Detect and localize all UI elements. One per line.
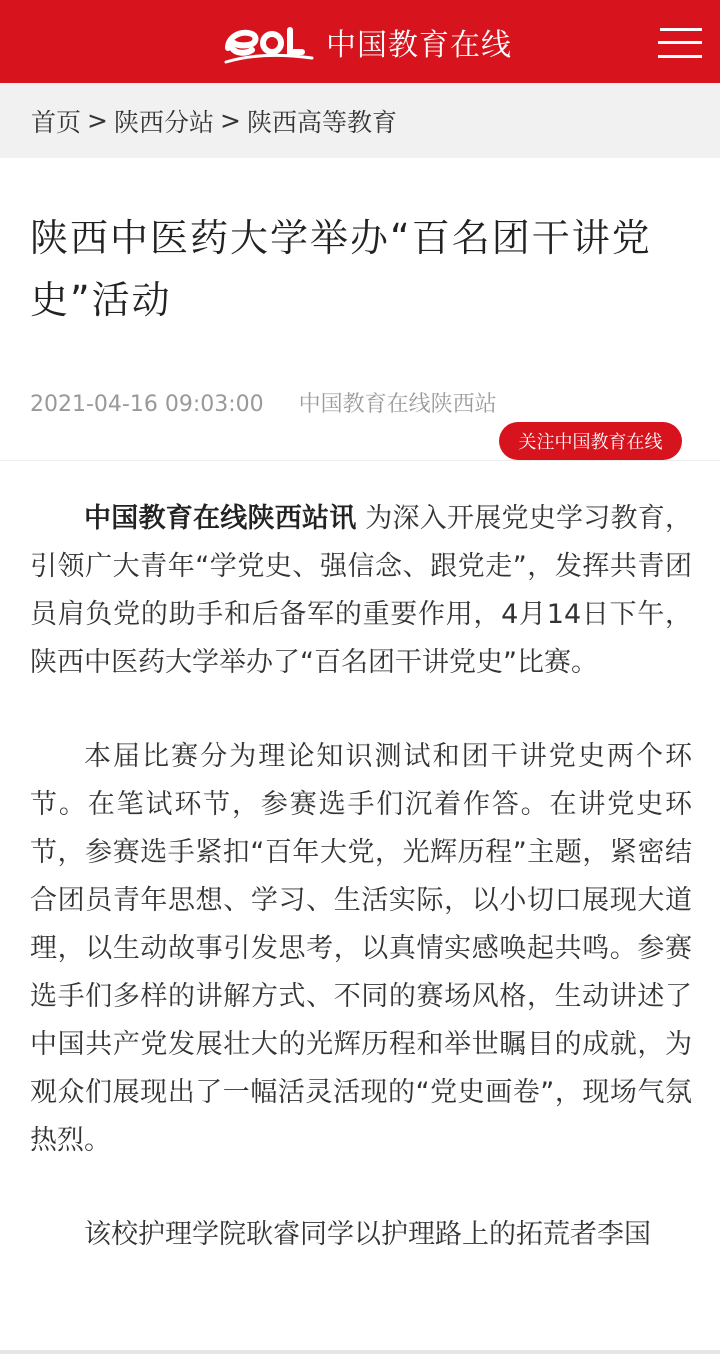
logo-text: 中国教育在线 <box>326 28 512 63</box>
article-body <box>30 495 692 1305</box>
article-title: 陕西中医药大学举办“百名团干讲党史”活动 <box>30 216 652 322</box>
paragraph-text: 为深入开展党史学习教育，引领广大青年“学党史、强信念、跟党走”，发挥共青团员肩负党的助手和后备军的重要作用，4月14日下午，陕西中医药大学举办了“百名团干讲党史”比赛。 <box>30 503 692 678</box>
breadcrumb-higher-education[interactable]: 陕西高等教育 <box>246 107 397 137</box>
divider <box>0 460 720 461</box>
dateline-lead: 中国教育在线陕西站讯 <box>84 503 357 534</box>
publish-datetime: 2021-04-16 09:03:00 <box>30 392 264 417</box>
breadcrumb-home[interactable]: 首页 <box>31 107 82 137</box>
breadcrumb <box>0 83 720 158</box>
eol-logo-icon <box>222 18 314 66</box>
bottom-edge <box>0 1350 720 1354</box>
top-header-bar <box>0 0 720 83</box>
article-meta <box>30 387 497 418</box>
paragraph <box>30 495 692 687</box>
menu-icon[interactable] <box>658 26 702 60</box>
site-logo[interactable] <box>222 18 512 66</box>
paragraph-text: 本届比赛分为理论知识测试和团干讲党史两个环节。在笔试环节，参赛选手们沉着作答。在讲党史环节，参赛选手紧扣“百年大党，光辉历程”主题，紧密结合团员青年思想、学习、生活实际，以小切口展现大道理，以生动故事引发思考，以真情实感唤起共鸣。参赛选手们多样的讲解方式、不同的赛场风格，生动讲述了中国共产党发展壮大的光辉历程和举世瞩目的成就，为观众们展现出了一幅活灵活现的“党史画卷”，现场气氛热烈。 <box>30 741 692 1156</box>
article-source: 中国教育在线陕西站 <box>298 392 497 417</box>
breadcrumb-separator: > <box>87 106 108 135</box>
paragraph <box>30 733 692 1165</box>
breadcrumb-shaanxi-branch[interactable]: 陕西分站 <box>113 107 214 137</box>
follow-button[interactable]: 关注中国教育在线 <box>499 422 682 460</box>
breadcrumb-separator: > <box>219 106 241 135</box>
paragraph-text: 该校护理学院耿睿同学以护理路上的拓荒者李国 <box>84 1219 651 1250</box>
paragraph <box>30 1211 692 1259</box>
